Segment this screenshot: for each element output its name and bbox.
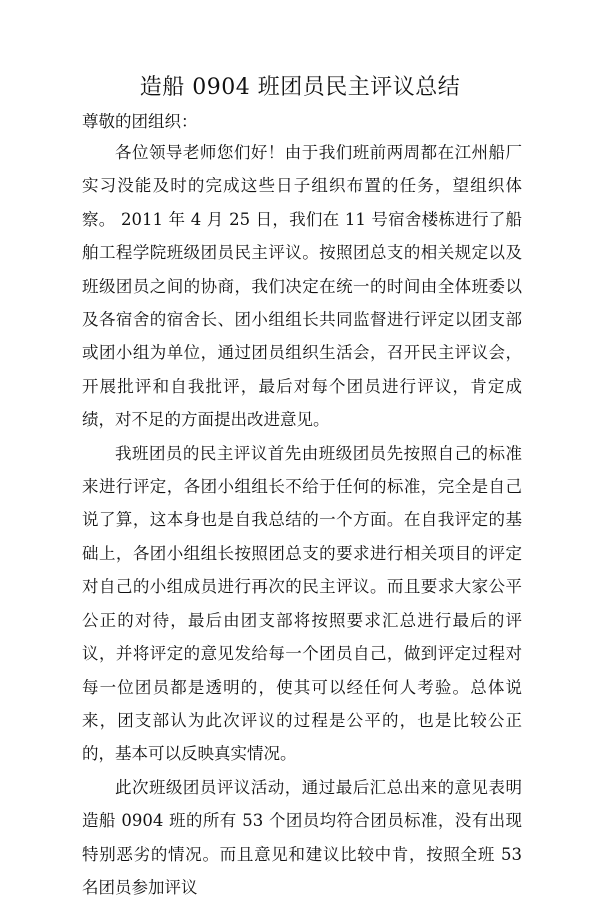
- paragraph-2: 我班团员的民主评议首先由班级团员先按照自己的标准来进行评定，各团小组组长不给于任何的标准，完全是自己说了算，这本身也是自我总结的一个方面。在自我评定的基础上，各团小组组长按照团总支的要求进行相关项目的评定对自己的小组成员进行再次的民主评议。而且要求大家公平公正的对待，最后由团支部将按照要求汇总进行最后的评议，并将评定的意见发给每一个团员自己，做到评定过程对每一位团员都是透明的，使其可以经任何人考验。总体说来，团支部认为此次评议的过程是公平的，也是比较公正的，基本可以反映真实情况。: [82, 443, 522, 764]
- paragraph-1: 各位领导老师您们好！由于我们班前两周都在江州船厂实习没能及时的完成这些日子组织布置的任务，望组织体察。 2011 年 4 月 25 日，我们在 11 号宿舍楼栋进行了船舶工程学院班级团员民主评议。按照团总支的相关规定以及班级团员之间的协商，我们决定在统一的时间由全体班委以及各宿舍的宿舍长、团小组组长共同监督进行评定以团支部或团小组为单位，通过团员组织生活会，召开民主评议会，开展批评和自我批评，最后对每个团员进行评议，肯定成绩，对不足的方面提出改进意见。: [82, 143, 522, 430]
- paragraph-3: 此次班级团员评议活动，通过最后汇总出来的意见表明造船 0904 班的所有 53 个团员均符合团员标准，没有出现特别恶劣的情况。而且意见和建议比较中肯，按照全班 53 名团员参加评议: [82, 777, 522, 897]
- salutation: 尊敬的团组织：: [82, 112, 198, 131]
- document-body: [82, 136, 522, 904]
- document-title: 造船 0904 班团员民主评议总结: [139, 75, 461, 100]
